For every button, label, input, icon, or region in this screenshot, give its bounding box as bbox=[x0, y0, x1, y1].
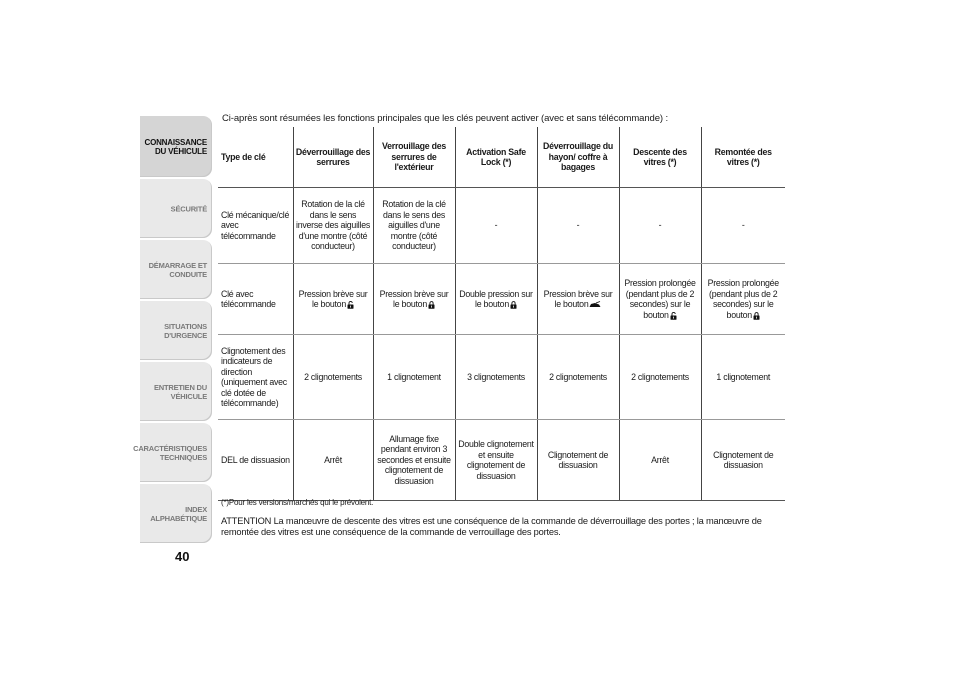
table-cell: Allumage fixe pendant environ 3 secondes et ensuite clignotement de dissuasion bbox=[373, 420, 455, 501]
table-cell: 1 clignotement bbox=[701, 335, 785, 420]
table-cell: 2 clignotements bbox=[619, 335, 701, 420]
table-header-row bbox=[218, 127, 785, 188]
table-cell: DEL de dissuasion bbox=[218, 420, 293, 501]
table-cell: 1 clignotement bbox=[373, 335, 455, 420]
table-cell bbox=[293, 264, 373, 335]
table-cell: - bbox=[455, 188, 537, 264]
table-cell: Clignotement de dissuasion bbox=[537, 420, 619, 501]
column-header: Descente des vitres (*) bbox=[619, 127, 701, 188]
table-cell: 3 clignotements bbox=[455, 335, 537, 420]
tab-label: DÉMARRAGE ET CONDUITE bbox=[148, 260, 207, 279]
key-functions-table bbox=[218, 127, 785, 501]
table-cell: - bbox=[619, 188, 701, 264]
footnote: (*)Pour les versions/marchés qui le prévoient. bbox=[221, 498, 374, 507]
column-header: Verrouillage des serrures de l'extérieur bbox=[373, 127, 455, 188]
tab-securite[interactable] bbox=[140, 179, 212, 238]
cell-text: Pression prolongée (pendant plus de 2 secondes) sur le bouton bbox=[707, 278, 779, 320]
table-cell: - bbox=[701, 188, 785, 264]
table-cell: 2 clignotements bbox=[293, 335, 373, 420]
unlock-icon bbox=[347, 301, 354, 309]
cell-text: Pression brève sur le bouton bbox=[379, 288, 449, 309]
table-cell: Arrêt bbox=[619, 420, 701, 501]
tab-label: CARACTÉRISTIQUES TECHNIQUES bbox=[133, 443, 207, 462]
table-cell: Arrêt bbox=[293, 420, 373, 501]
tab-caracteristiques-techniques[interactable] bbox=[133, 423, 212, 482]
tab-label: CONNAISSANCE DU VÉHICULE bbox=[144, 137, 207, 156]
table-row bbox=[218, 264, 785, 335]
tab-label: INDEX ALPHABÉTIQUE bbox=[150, 504, 207, 523]
column-header: Type de clé bbox=[218, 127, 293, 188]
table-cell: Clignotement des indicateurs de direction (uniquement avec clé dotée de télécommande) bbox=[218, 335, 293, 420]
tab-demarrage-conduite[interactable] bbox=[140, 240, 212, 299]
tab-situations-urgence[interactable] bbox=[140, 301, 212, 360]
chapter-sidebar bbox=[133, 116, 212, 545]
tab-label: SITUATIONS D'URGENCE bbox=[164, 321, 207, 340]
tab-index-alphabetique[interactable] bbox=[140, 484, 212, 543]
unlock-icon bbox=[670, 312, 677, 320]
cell-text: Pression brève sur le bouton bbox=[298, 288, 368, 309]
table-cell bbox=[455, 264, 537, 335]
table-row bbox=[218, 188, 785, 264]
lock-icon bbox=[753, 312, 760, 320]
table-cell: Double clignotement et ensuite clignotement de dissuasion bbox=[455, 420, 537, 501]
cell-text: Double pression sur le bouton bbox=[459, 288, 533, 309]
table-row bbox=[218, 420, 785, 501]
cell-text: Pression brève sur le bouton bbox=[543, 288, 613, 309]
table-cell bbox=[701, 264, 785, 335]
table-cell: Clé avec télécommande bbox=[218, 264, 293, 335]
tab-connaissance-vehicule[interactable] bbox=[140, 116, 212, 177]
tab-label: SÉCURITÉ bbox=[170, 204, 207, 213]
trunk-icon bbox=[589, 301, 601, 309]
intro-text: Ci-après sont résumées les fonctions principales que les clés peuvent activer (avec et sans télécommande) : bbox=[222, 113, 669, 124]
page-number: 40 bbox=[175, 549, 190, 564]
tab-entretien-vehicule[interactable] bbox=[140, 362, 212, 421]
table-cell: Clé mécanique/clé avec télécommande bbox=[218, 188, 293, 264]
table-cell: Rotation de la clé dans le sens des aiguilles d'une montre (côté conducteur) bbox=[373, 188, 455, 264]
column-header: Remontée des vitres (*) bbox=[701, 127, 785, 188]
table-row bbox=[218, 335, 785, 420]
column-header: Déverrouillage des serrures bbox=[293, 127, 373, 188]
table-cell: Clignotement de dissuasion bbox=[701, 420, 785, 501]
attention-note: ATTENTION La manœuvre de descente des vitres est une conséquence de la commande de déverrouillage des portes ; la manœuvre de remontée des vitres est une conséquence de la commande de verrouillage des portes. bbox=[221, 516, 762, 537]
table-cell bbox=[373, 264, 455, 335]
lock-icon bbox=[510, 301, 517, 309]
table-cell: - bbox=[537, 188, 619, 264]
column-header: Activation Safe Lock (*) bbox=[455, 127, 537, 188]
column-header: Déverrouillage du hayon/ coffre à bagages bbox=[537, 127, 619, 188]
table-cell: 2 clignotements bbox=[537, 335, 619, 420]
table-cell bbox=[537, 264, 619, 335]
cell-text: Pression prolongée (pendant plus de 2 secondes) sur le bouton bbox=[624, 278, 696, 320]
table-cell: Rotation de la clé dans le sens inverse des aiguilles d'une montre (côté conducteur) bbox=[293, 188, 373, 264]
lock-icon bbox=[428, 301, 435, 309]
table-cell bbox=[619, 264, 701, 335]
tab-label: ENTRETIEN DU VÉHICULE bbox=[153, 382, 207, 401]
